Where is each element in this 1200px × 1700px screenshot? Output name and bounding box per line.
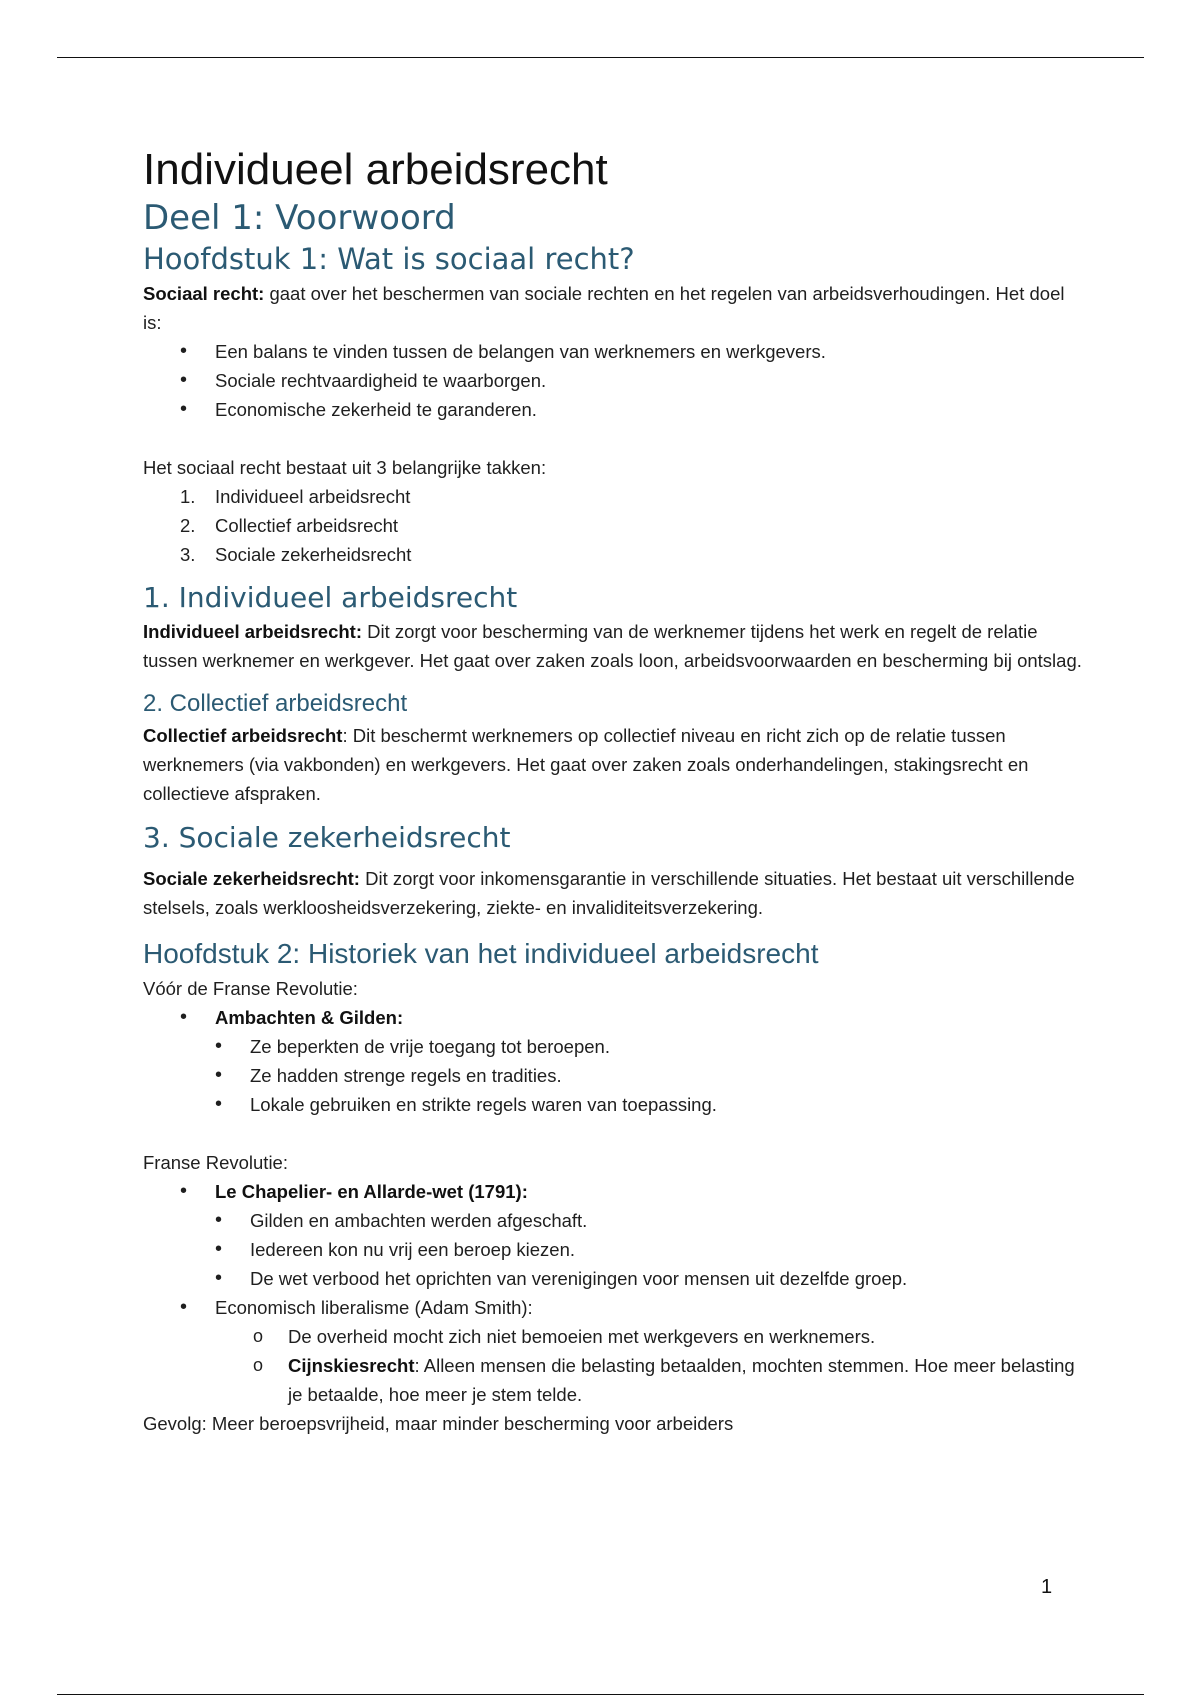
list-item: • Lokale gebruiken en strikte regels waren van toepassing. (143, 1090, 1083, 1119)
list-item: • Economische zekerheid te garanderen. (143, 395, 1083, 424)
list-item: • Gilden en ambachten werden afgeschaft. (143, 1206, 1083, 1235)
social-law-term: Sociaal recht: (143, 283, 265, 304)
branches-list (143, 482, 1083, 569)
section-2-heading: 2. Collectief arbeidsrecht (143, 690, 408, 717)
header-rule (57, 57, 1144, 58)
section-1-heading: 1. Individueel arbeidsrecht (143, 581, 518, 614)
list-item: • Sociale rechtvaardigheid te waarborgen. (143, 366, 1083, 395)
list-item: 1. Individueel arbeidsrecht (180, 486, 411, 507)
revolution-list (143, 1177, 1083, 1409)
list-item: • De wet verbood het oprichten van verenigingen voor mensen uit dezelfde groep. (143, 1264, 1083, 1293)
document-title: Individueel arbeidsrecht (143, 145, 608, 194)
branches-intro: Het sociaal recht bestaat uit 3 belangrijke takken: (143, 457, 547, 478)
social-law-definition (143, 279, 1083, 337)
document-page (143, 140, 1083, 1438)
footer-rule (57, 1694, 1144, 1695)
goals-list (143, 337, 1083, 424)
list-item: • Ambachten & Gilden: (143, 1003, 1083, 1032)
social-law-text: gaat over het beschermen van sociale rechten en het regelen van arbeidsverhoudingen. Het doel is: (143, 283, 1065, 333)
list-item: 3. Sociale zekerheidsrecht (180, 544, 412, 565)
guilds-list (143, 1003, 1083, 1119)
list-item: o De overheid mocht zich niet bemoeien met werkgevers en werknemers. (143, 1322, 1083, 1351)
page-number: 1 (1041, 1576, 1053, 1598)
part-heading: Deel 1: Voorwoord (143, 198, 456, 238)
list-item: • Le Chapelier- en Allarde-wet (1791): (143, 1177, 1083, 1206)
list-item: • Economisch liberalisme (Adam Smith): (143, 1293, 1083, 1322)
list-item: o Cijnskiesrecht: Alleen mensen die belasting betaalden, mochten stemmen. Hoe meer belasting je betaalde, hoe meer je stem telde. (143, 1351, 1083, 1409)
section-3-text: Sociale zekerheidsrecht: Dit zorgt voor inkomensgarantie in verschillende situaties. Het bestaat uit verschillende stelsels, zoals werkloosheidsverzekering, ziekte- en invaliditeitsverzekering. (143, 868, 1075, 918)
chapter-2-heading: Hoofdstuk 2: Historiek van het individueel arbeidsrecht (143, 938, 819, 969)
revolution-label: Franse Revolutie: (143, 1152, 288, 1173)
consequence-text: Gevolg: Meer beroepsvrijheid, maar minder bescherming voor arbeiders (143, 1413, 734, 1434)
pre-revolution-label: Vóór de Franse Revolutie: (143, 978, 358, 999)
list-item: • Iedereen kon nu vrij een beroep kiezen. (143, 1235, 1083, 1264)
section-2-text: Collectief arbeidsrecht: Dit beschermt werknemers op collectief niveau en richt zich op de relatie tussen werknemers (via vakbonden) en werkgevers. Het gaat over zaken zoals onderhandelingen, stakingsrecht en collectieve afspraken. (143, 725, 1029, 804)
chapter-1-heading: Hoofdstuk 1: Wat is sociaal recht? (143, 242, 635, 276)
list-item: • Ze hadden strenge regels en tradities. (143, 1061, 1083, 1090)
section-1-text: Individueel arbeidsrecht: Dit zorgt voor bescherming van de werknemer tijdens het werk en regelt de relatie tussen werknemer en werkgever. Het gaat over zaken zoals loon, arbeidsvoorwaarden en bescherming bij ontslag. (143, 621, 1082, 671)
section-3-heading: 3. Sociale zekerheidsrecht (143, 821, 511, 854)
list-item: 2. Collectief arbeidsrecht (180, 515, 399, 536)
list-item: • Een balans te vinden tussen de belangen van werknemers en werkgevers. (143, 337, 1083, 366)
list-item: • Ze beperkten de vrije toegang tot beroepen. (143, 1032, 1083, 1061)
